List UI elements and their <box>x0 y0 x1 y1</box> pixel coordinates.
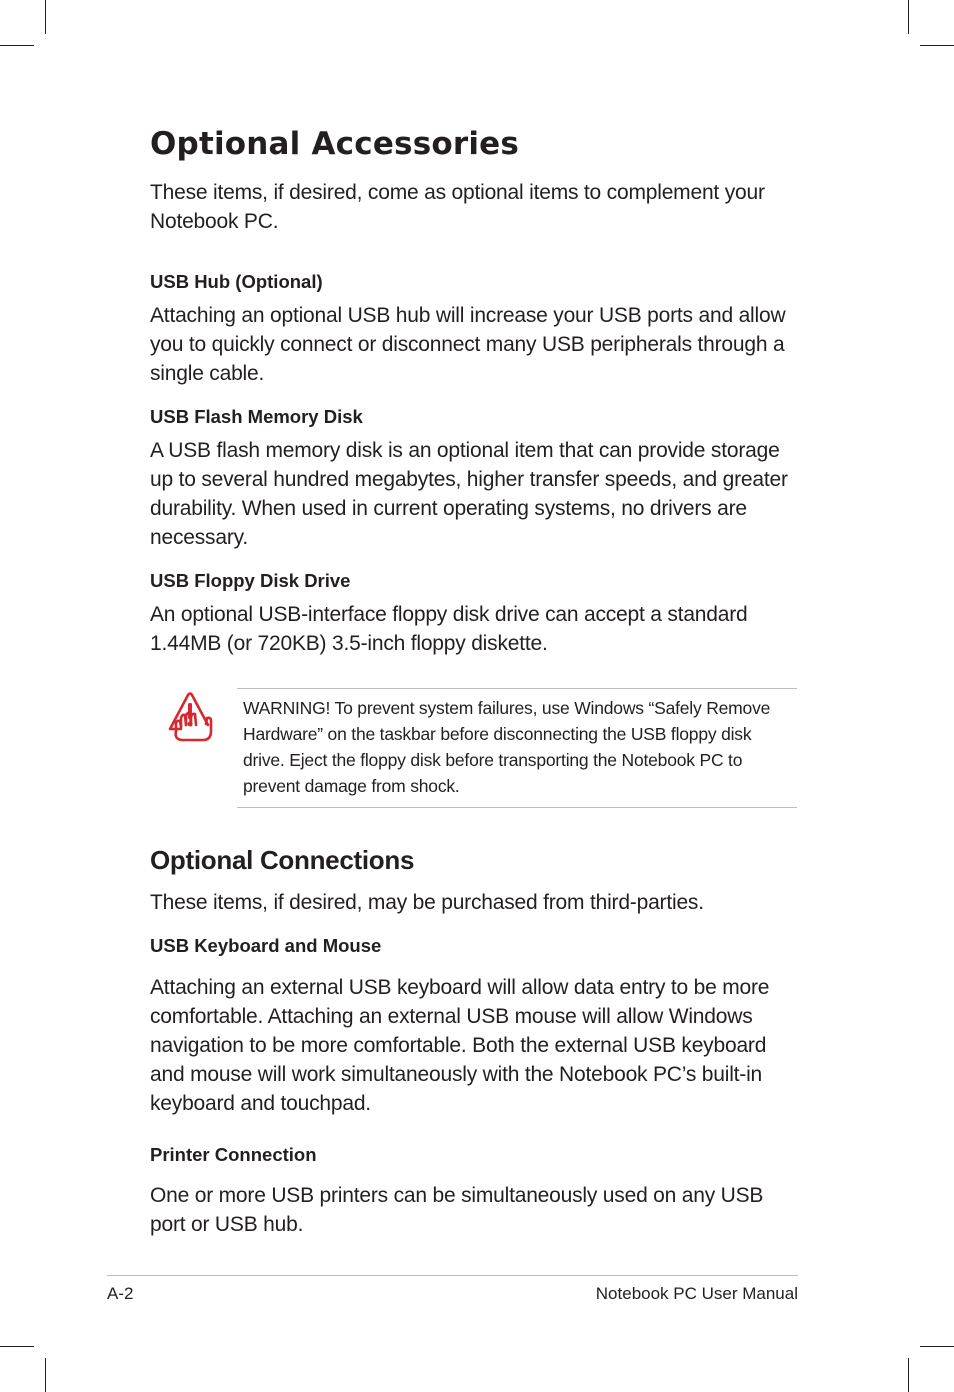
intro-paragraph: These items, if desired, come as optional items to complement your Notebook PC. <box>150 181 765 233</box>
crop-mark <box>0 45 34 46</box>
crop-mark <box>920 1346 954 1347</box>
page-content <box>150 122 798 1239</box>
printer-text: One or more USB printers can be simultaneously used on any USB port or USB hub. <box>150 1184 764 1236</box>
crop-mark <box>908 0 909 34</box>
connections-intro: These items, if desired, may be purchased from third-parties. <box>150 891 704 914</box>
page-title: Optional Accessories <box>150 126 520 162</box>
footer-page-number: A-2 <box>107 1284 134 1303</box>
footer-manual-title: Notebook PC User Manual <box>595 1284 798 1303</box>
usb-hub-heading: USB Hub (Optional) <box>150 271 323 292</box>
crop-mark <box>920 45 954 46</box>
crop-mark <box>45 0 46 34</box>
keyboard-mouse-heading: USB Keyboard and Mouse <box>150 935 382 956</box>
warning-text: WARNING! To prevent system failures, use Windows “Safely Remove Hardware” on the taskbar before disconnecting the USB floppy disk drive. Eject the floppy disk before transporting the Notebook PC to prevent damage from shock. <box>243 698 771 796</box>
crop-mark <box>0 1346 34 1347</box>
keyboard-mouse-text: Attaching an external USB keyboard will allow data entry to be more comfortable. Attaching an external USB mouse will allow Windows navigation to be more comfortable. Both the external USB keyboard and mouse will work simultaneously with the Notebook PC’s built-in keyboard and touchpad. <box>150 976 770 1115</box>
usb-floppy-heading: USB Floppy Disk Drive <box>150 570 351 591</box>
crop-mark <box>45 1358 46 1392</box>
crop-mark <box>908 1358 909 1392</box>
usb-flash-text: A USB flash memory disk is an optional item that can provide storage up to several hundred megabytes, higher transfer speeds, and greater durability. When used in current operating systems, no drivers are necessary. <box>150 439 788 549</box>
usb-hub-text: Attaching an optional USB hub will increase your USB ports and allow you to quickly connect or disconnect many USB peripherals through a single cable. <box>150 304 786 385</box>
usb-flash-heading: USB Flash Memory Disk <box>150 406 363 427</box>
usb-floppy-text: An optional USB-interface floppy disk drive can accept a standard 1.44MB (or 720KB) 3.5-inch floppy diskette. <box>150 603 748 655</box>
warning-box <box>237 688 797 808</box>
connections-title: Optional Connections <box>150 845 415 875</box>
warning-hand-icon <box>167 691 213 743</box>
printer-heading: Printer Connection <box>150 1144 317 1165</box>
footer-divider <box>107 1275 798 1276</box>
